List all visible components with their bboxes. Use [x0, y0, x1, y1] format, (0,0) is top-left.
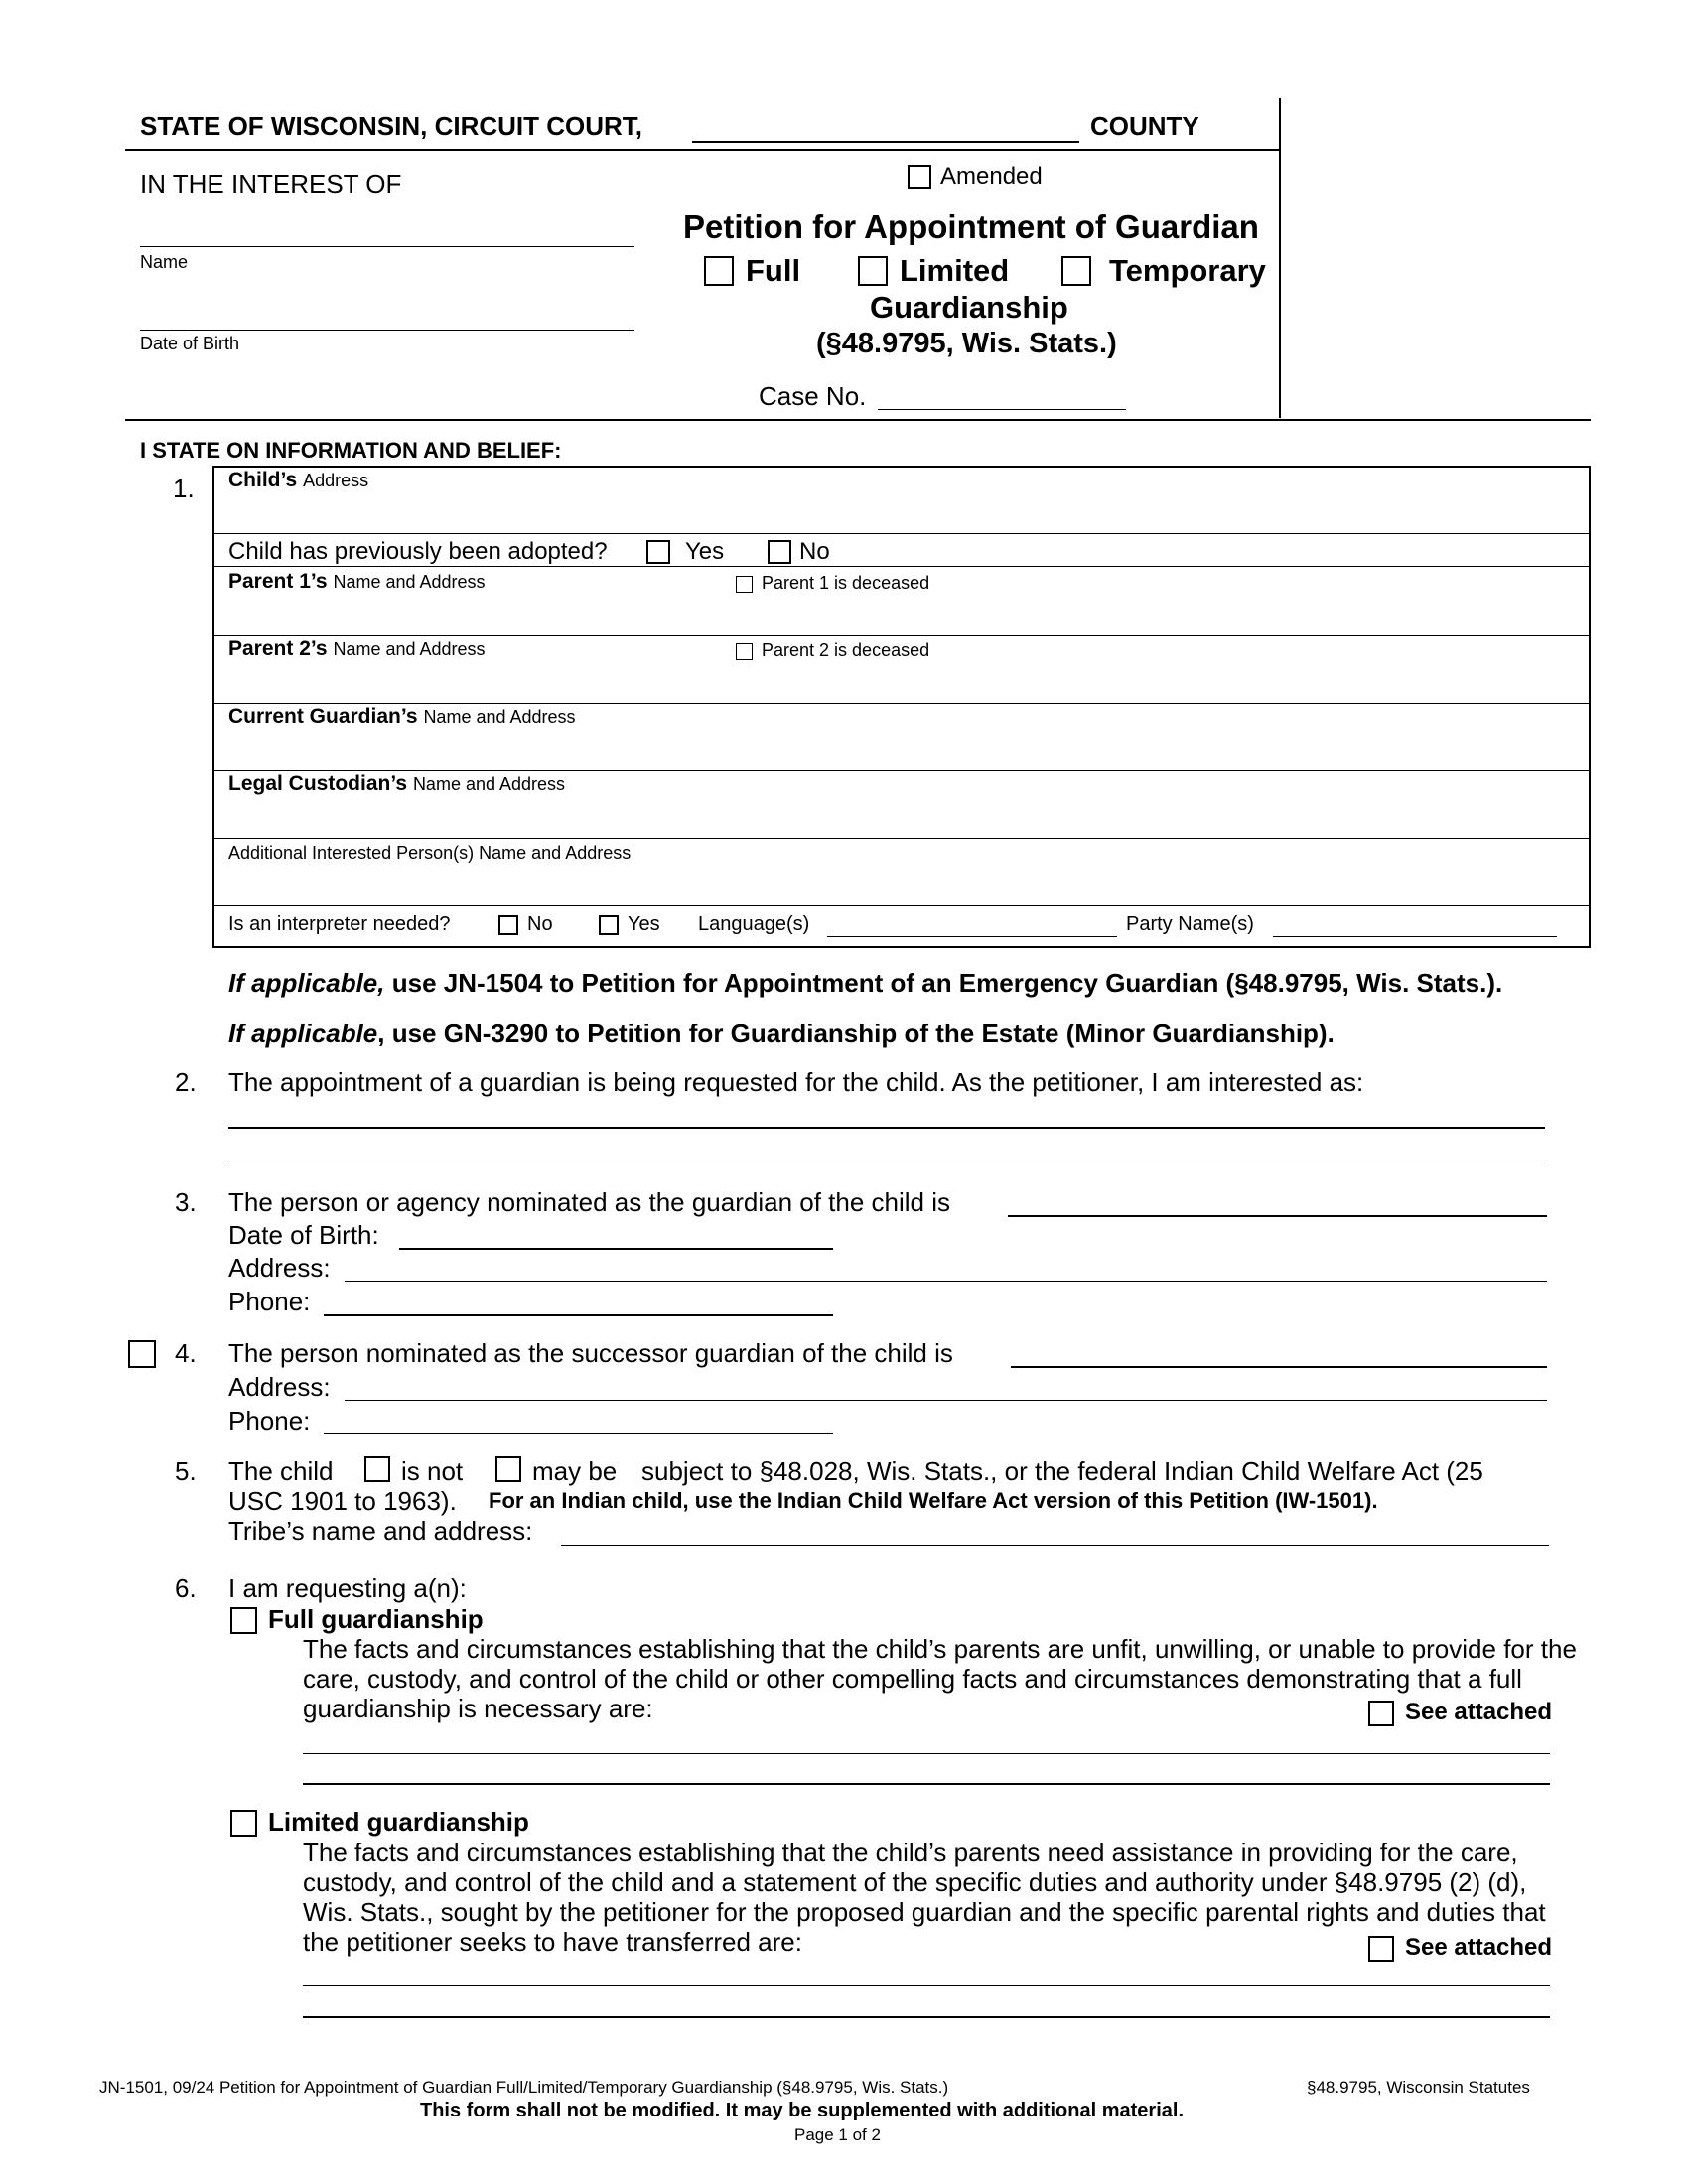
item-2-text: The appointment of a guardian is being requested for the child. As the petitioner, I am interested as: [228, 1067, 1364, 1097]
item-4-text: The person nominated as the successor guardian of the child is [228, 1338, 953, 1368]
languages-label: Language(s) [698, 913, 810, 935]
page-number: Page 1 of 2 [794, 2125, 881, 2144]
adopted-yes-checkbox[interactable] [646, 540, 670, 564]
adopted-no-label: No [799, 538, 830, 565]
interpreter-no-checkbox[interactable] [498, 915, 518, 935]
adopted-question: Child has previously been adopted? [228, 538, 608, 565]
header-divider [1279, 98, 1281, 418]
parent1-deceased-checkbox[interactable] [736, 576, 753, 593]
parent2-deceased-checkbox[interactable] [736, 643, 753, 660]
court-label: STATE OF WISCONSIN, CIRCUIT COURT, [140, 111, 643, 141]
full-guardianship-text: The facts and circumstances establishing that the child’s parents are unfit, unwilling, or unable to provide for the care, custody, and control of the child or other compelling facts and circumstances demonstrating that a full guardianship is necessary are: [303, 1634, 1577, 1723]
case-no-line[interactable] [878, 409, 1126, 410]
tribe-line[interactable] [561, 1545, 1549, 1546]
parent2-field[interactable] [228, 665, 1579, 699]
parent2-deceased-label: Parent 2 is deceased [762, 640, 930, 660]
row-separator [212, 566, 1591, 567]
form-title: Petition for Appointment of Guardian [683, 208, 1259, 245]
interpreter-question: Is an interpreter needed? [228, 913, 451, 935]
limited-guardianship-checkbox[interactable] [230, 1810, 257, 1837]
intro-heading: I STATE ON INFORMATION AND BELIEF: [140, 438, 562, 463]
additional-persons-field[interactable] [228, 868, 1579, 901]
guardian-address-label: Address: [228, 1253, 331, 1283]
row-separator [212, 703, 1591, 704]
amended-checkbox[interactable] [908, 165, 931, 189]
limited-see-attached-label: See attached [1405, 1934, 1553, 1961]
note-emergency: If applicable, use JN-1504 to Petition for Appointment of an Emergency Guardian (§48.9795, Wis. Stats.). [228, 968, 1503, 998]
guardian-dob-line[interactable] [399, 1248, 833, 1250]
interest-line-1[interactable] [228, 1127, 1545, 1129]
interpreter-yes-label: Yes [628, 913, 660, 935]
row-separator [212, 905, 1591, 906]
row-separator [212, 770, 1591, 771]
footer-form-id: JN-1501, 09/24 Petition for Appointment of Guardian Full/Limited/Temporary Guardianship (§48.9795, Wis. Stats.) [99, 2078, 949, 2097]
county-line[interactable] [692, 141, 1079, 143]
full-checkbox[interactable] [704, 256, 734, 286]
adopted-no-checkbox[interactable] [768, 540, 791, 564]
parent2-label: Parent 2’s Name and Address [228, 637, 486, 660]
full-see-attached-label: See attached [1405, 1699, 1553, 1725]
nominated-guardian-line[interactable] [1008, 1215, 1547, 1217]
note-estate: If applicable, use GN-3290 to Petition for Guardianship of the Estate (Minor Guardianship). [228, 1019, 1335, 1048]
successor-phone-line[interactable] [324, 1433, 833, 1434]
is-not-checkbox[interactable] [364, 1456, 390, 1482]
parent1-deceased-label: Parent 1 is deceased [762, 573, 930, 593]
full-label: Full [746, 253, 801, 288]
adopted-yes-label: Yes [685, 538, 725, 565]
row-separator [212, 635, 1591, 636]
full-facts-line-2[interactable] [303, 1783, 1550, 1785]
name-label: Name [140, 252, 189, 272]
name-line[interactable] [140, 246, 634, 247]
party-names-line[interactable] [1273, 936, 1557, 937]
child-address-field[interactable] [228, 496, 1579, 528]
item-5-number: 5. [175, 1456, 197, 1486]
child-address-label: Child’s Address [228, 469, 369, 491]
item-3-number: 3. [175, 1187, 197, 1217]
temporary-label: Temporary [1109, 253, 1266, 288]
successor-address-line[interactable] [345, 1400, 1547, 1401]
legal-custodian-label: Legal Custodian’s Name and Address [228, 772, 566, 795]
full-guardianship-title: Full guardianship [268, 1604, 484, 1634]
limited-see-attached-checkbox[interactable] [1368, 1936, 1394, 1962]
county-label: COUNTY [1090, 111, 1199, 141]
guardian-dob-label: Date of Birth: [228, 1220, 379, 1250]
current-guardian-field[interactable] [228, 733, 1579, 766]
guardian-phone-label: Phone: [228, 1287, 311, 1316]
limited-guardianship-text: The facts and circumstances establishing that the child’s parents need assistance in providing for the care, custody, and control of the child and a statement of the specific duties and authority under §48.9795 (2) (d), Wis. Stats., sought by the petitioner for the proposed guardian and the specific parental rights and duties that the petitioner seeks to have transferred are: [303, 1838, 1546, 1957]
legal-custodian-field[interactable] [228, 800, 1579, 834]
amended-label: Amended [940, 163, 1043, 190]
interpreter-no-label: No [527, 913, 553, 935]
statute-title: (§48.9795, Wis. Stats.) [816, 328, 1117, 359]
interest-of-label: IN THE INTEREST OF [140, 169, 402, 199]
dob-label: Date of Birth [140, 334, 240, 353]
is-not-label: is not [401, 1456, 464, 1486]
successor-guardian-line[interactable] [1011, 1366, 1547, 1368]
item-6-number: 6. [175, 1573, 197, 1603]
item-5-text: subject to §48.028, Wis. Stats., or the federal Indian Child Welfare Act (25 [641, 1456, 1483, 1486]
item-5-child: The child [228, 1456, 334, 1486]
item-2-number: 2. [175, 1067, 197, 1097]
row-separator [212, 838, 1591, 839]
parent1-field[interactable] [228, 598, 1579, 631]
item-4-checkbox[interactable] [128, 1340, 156, 1368]
guardian-address-line[interactable] [345, 1281, 1547, 1282]
footer-notice: This form shall not be modified. It may be supplemented with additional material. [420, 2100, 1184, 2121]
row-separator [212, 533, 1591, 534]
parent1-label: Parent 1’s Name and Address [228, 570, 486, 593]
limited-guardianship-title: Limited guardianship [268, 1807, 529, 1837]
additional-persons-label: Additional Interested Person(s) Name and Address [228, 843, 632, 863]
limited-facts-line-2[interactable] [303, 2016, 1550, 2018]
party-names-label: Party Name(s) [1126, 913, 1254, 935]
guardianship-title: Guardianship [870, 290, 1068, 325]
full-see-attached-checkbox[interactable] [1368, 1701, 1394, 1726]
header-bottom-rule [125, 419, 1591, 421]
temporary-checkbox[interactable] [1061, 256, 1091, 286]
footer-statute: §48.9795, Wisconsin Statutes [1307, 2078, 1530, 2097]
dob-line[interactable] [140, 330, 634, 331]
header-rule [125, 149, 1281, 151]
successor-address-label: Address: [228, 1372, 331, 1402]
limited-label: Limited [900, 253, 1010, 288]
successor-phone-label: Phone: [228, 1406, 311, 1435]
interpreter-yes-checkbox[interactable] [599, 915, 619, 935]
item-5-line2: USC 1901 to 1963). [228, 1486, 457, 1516]
item-5-icwa-note: For an Indian child, use the Indian Child Welfare Act version of this Petition (IW-1501). [489, 1488, 1378, 1513]
item-1-number: 1. [173, 474, 195, 503]
item-6-text: I am requesting a(n): [228, 1573, 467, 1603]
item-4-number: 4. [175, 1338, 197, 1368]
full-guardianship-checkbox[interactable] [230, 1607, 257, 1634]
languages-line[interactable] [827, 936, 1117, 937]
may-be-checkbox[interactable] [495, 1456, 521, 1482]
full-facts-line-1[interactable] [303, 1753, 1550, 1754]
case-no-label: Case No. [759, 381, 867, 411]
limited-checkbox[interactable] [858, 256, 888, 286]
current-guardian-label: Current Guardian’s Name and Address [228, 705, 576, 728]
item-3-text: The person or agency nominated as the guardian of the child is [228, 1187, 951, 1217]
limited-facts-line-1[interactable] [303, 1985, 1550, 1986]
tribe-label: Tribe’s name and address: [228, 1516, 533, 1546]
guardian-phone-line[interactable] [324, 1314, 833, 1316]
may-be-label: may be [532, 1456, 618, 1486]
